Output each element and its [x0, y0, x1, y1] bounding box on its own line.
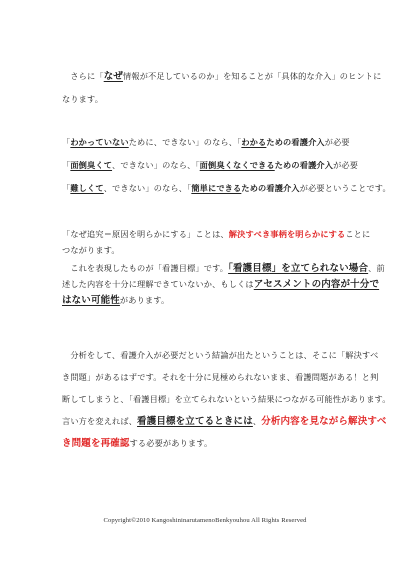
paragraph-nursing-goals — [62, 228, 385, 310]
emphasis-why: なぜ — [103, 71, 124, 82]
emphasis-red: き問題を再確認 — [62, 438, 130, 449]
example-line — [62, 159, 374, 182]
emphasis: 面倒臭くなくできる — [199, 160, 275, 170]
text: さらに「 — [62, 71, 104, 81]
copyright-footer: Copyright©2010 KangoshininarutamenoBenkyouhou All Rights Reserved — [103, 517, 307, 524]
example-line — [62, 182, 391, 205]
text: 、できない」のなら、「 — [112, 160, 200, 170]
emphasis-red: 解決すべき事柄を明らかにする — [228, 229, 346, 239]
emphasis: ための看護介入 — [266, 137, 325, 147]
text: 、できない」のなら、「 — [103, 183, 192, 193]
text-line — [62, 69, 382, 92]
paragraph-intro — [62, 69, 382, 115]
text: が必要ということです。 — [299, 183, 391, 193]
emphasis: 難しくて — [70, 183, 104, 193]
emphasis: アセスメントの内容が十分で — [253, 279, 380, 290]
text: 言い方を変えれば、 — [62, 416, 138, 426]
text-line — [62, 437, 374, 459]
text: 、 — [252, 416, 262, 426]
example-line — [62, 136, 374, 159]
text: が必要 — [324, 137, 350, 147]
text: 情報が不足しているのか」を知ることが「具体的な介入」のヒントに — [123, 71, 382, 81]
text-line: き問題」があるはずです。それを十分に見極められないまま、看護問題がある！と判 — [62, 372, 379, 382]
emphasis: はない可能性 — [62, 295, 120, 306]
text-line — [62, 294, 374, 310]
emphasis-red: 分析内容を見ながら解決すべ — [261, 416, 387, 427]
text: 「 — [62, 160, 71, 170]
emphasis: ための看護介入 — [274, 160, 334, 170]
emphasis: 「看護目標」を立てられない場合 — [228, 263, 369, 274]
text: があります。 — [119, 295, 170, 305]
emphasis: わかっていない — [70, 137, 129, 147]
text: これを表現したものが「看護目標」です。 — [62, 263, 229, 273]
text: する必要があります。 — [129, 438, 213, 448]
text: ことに — [345, 229, 371, 239]
paragraph-analysis — [62, 349, 391, 459]
emphasis: ための看護介入 — [241, 183, 300, 193]
text-line — [62, 262, 385, 278]
text-line: 分析をして、看護介入が必要だという結論が出たということは、そこに「解決すべ — [62, 350, 379, 360]
text-line — [62, 415, 387, 437]
emphasis: 面倒臭くて — [70, 160, 113, 170]
text-line: なります。 — [62, 94, 104, 104]
text: ために、できない」のなら、「 — [128, 137, 242, 147]
paragraph-examples — [62, 136, 391, 205]
text: 「 — [62, 183, 71, 193]
text: 「 — [62, 137, 71, 147]
text-line: 断してしまうと、「看護目標」を立てられないという結果につながる可能性があります。 — [62, 394, 391, 404]
text: が必要 — [333, 160, 359, 170]
text: 述した内容を十分に理解できていないか、もしくは — [62, 279, 254, 289]
emphasis: 簡単にできる — [191, 183, 242, 193]
text-line: つながります。 — [62, 245, 120, 255]
emphasis: わかる — [241, 137, 267, 147]
emphasis: 看護目標を立てるときには — [137, 416, 253, 427]
text-line — [62, 228, 374, 244]
text: 「なぜ追究＝原因を明らかにする」ことは、 — [62, 229, 229, 239]
text: 、前 — [368, 263, 385, 273]
text-line — [62, 278, 380, 294]
